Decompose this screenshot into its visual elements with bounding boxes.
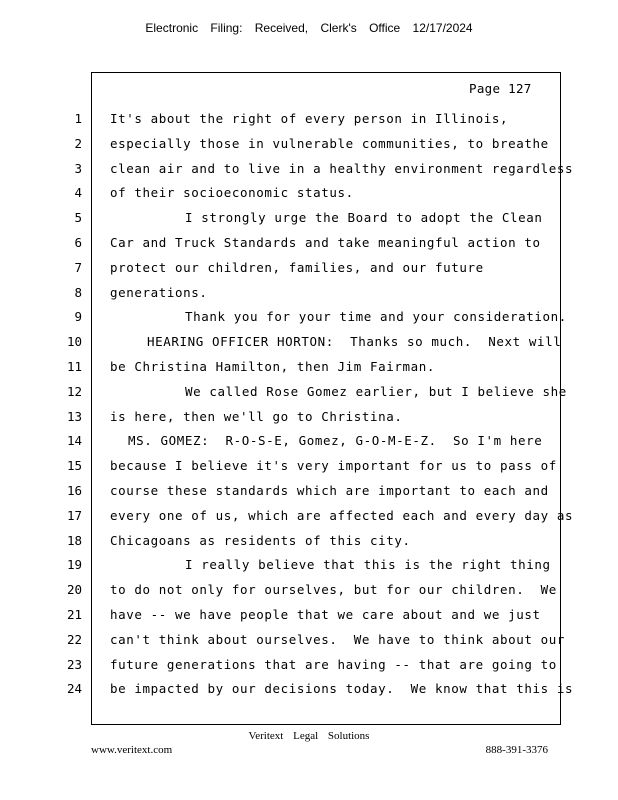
transcript-line <box>0 479 618 504</box>
line-text: because I believe it's very important for us to pass of <box>110 458 557 474</box>
transcript-line <box>0 107 618 132</box>
transcript-line <box>0 181 618 206</box>
line-number: 2 <box>74 135 82 151</box>
line-text: HEARING OFFICER HORTON: Thanks so much. Next will <box>147 334 562 350</box>
line-text: can't think about ourselves. We have to think about our <box>110 631 566 647</box>
transcript-line <box>0 355 618 380</box>
line-number: 14 <box>66 433 82 449</box>
line-number: 16 <box>66 482 82 498</box>
transcript-line <box>0 529 618 554</box>
transcript-line <box>0 380 618 405</box>
line-number: 7 <box>74 259 82 275</box>
line-number: 12 <box>66 383 82 399</box>
line-number: 24 <box>66 681 82 697</box>
footer-phone: 888-391-3376 <box>485 744 548 756</box>
line-text: to do not only for ourselves, but for our children. We <box>110 582 557 598</box>
transcript-line <box>0 603 618 628</box>
line-text: clean air and to live in a healthy environment regardless <box>110 160 574 176</box>
line-number: 21 <box>66 606 82 622</box>
line-number: 4 <box>74 185 82 201</box>
line-number: 20 <box>66 582 82 598</box>
transcript-line <box>0 206 618 231</box>
line-number: 19 <box>66 557 82 573</box>
transcript-line <box>0 504 618 529</box>
line-text: I really believe that this is the right thing <box>185 557 551 573</box>
transcript-line <box>0 330 618 355</box>
line-text: MS. GOMEZ: R-O-S-E, Gomez, G-O-M-E-Z. So I'm here <box>128 433 543 449</box>
transcript-line <box>0 157 618 182</box>
line-text: have -- we have people that we care about and we just <box>110 606 541 622</box>
transcript-line <box>0 454 618 479</box>
line-number: 23 <box>66 656 82 672</box>
line-text: every one of us, which are affected each and every day as <box>110 507 574 523</box>
line-text: course these standards which are important to each and <box>110 482 549 498</box>
line-text: protect our children, families, and our future <box>110 259 484 275</box>
line-text: Thank you for your time and your consideration. <box>185 309 567 325</box>
line-number: 15 <box>66 458 82 474</box>
page-number: Page 127 <box>469 81 532 96</box>
line-number: 6 <box>74 234 82 250</box>
line-number: 18 <box>66 532 82 548</box>
line-number: 17 <box>66 507 82 523</box>
line-text: especially those in vulnerable communities, to breathe <box>110 135 549 151</box>
transcript-line <box>0 429 618 454</box>
line-number: 1 <box>74 111 82 126</box>
footer-website: www.veritext.com <box>91 744 173 756</box>
transcript-line <box>0 628 618 653</box>
transcript-line <box>0 405 618 430</box>
line-text: be Christina Hamilton, then Jim Fairman. <box>110 358 436 374</box>
transcript-line <box>0 281 618 306</box>
transcript-lines <box>0 107 618 702</box>
line-text: We called Rose Gomez earlier, but I believe she <box>185 383 567 399</box>
line-text: Chicagoans as residents of this city. <box>110 532 411 548</box>
transcript-line <box>0 132 618 157</box>
filing-stamp: Electronic Filing: Received, Clerk's Office 12/17/2024 <box>145 21 473 35</box>
transcript-line <box>0 677 618 702</box>
line-number: 3 <box>74 160 82 176</box>
line-text: Car and Truck Standards and take meaningful action to <box>110 234 541 250</box>
transcript-line <box>0 231 618 256</box>
transcript-line <box>0 553 618 578</box>
transcript-line <box>0 578 618 603</box>
line-text: of their socioeconomic status. <box>110 185 354 201</box>
line-number: 8 <box>74 284 82 300</box>
line-number: 9 <box>74 309 82 325</box>
transcript-line <box>0 305 618 330</box>
line-text: It's about the right of every person in Illinois, <box>110 111 509 126</box>
line-number: 11 <box>66 358 82 374</box>
transcript-line <box>0 256 618 281</box>
line-number: 5 <box>74 210 82 226</box>
transcript-line <box>0 653 618 678</box>
line-number: 13 <box>66 408 82 424</box>
line-number: 10 <box>66 334 82 350</box>
line-number: 22 <box>66 631 82 647</box>
line-text: generations. <box>110 284 208 300</box>
line-text: future generations that are having -- that are going to <box>110 656 557 672</box>
footer-company: Veritext Legal Solutions <box>248 730 370 742</box>
line-text: I strongly urge the Board to adopt the Clean <box>185 210 543 226</box>
line-text: is here, then we'll go to Christina. <box>110 408 403 424</box>
line-text: be impacted by our decisions today. We know that this is <box>110 681 574 697</box>
